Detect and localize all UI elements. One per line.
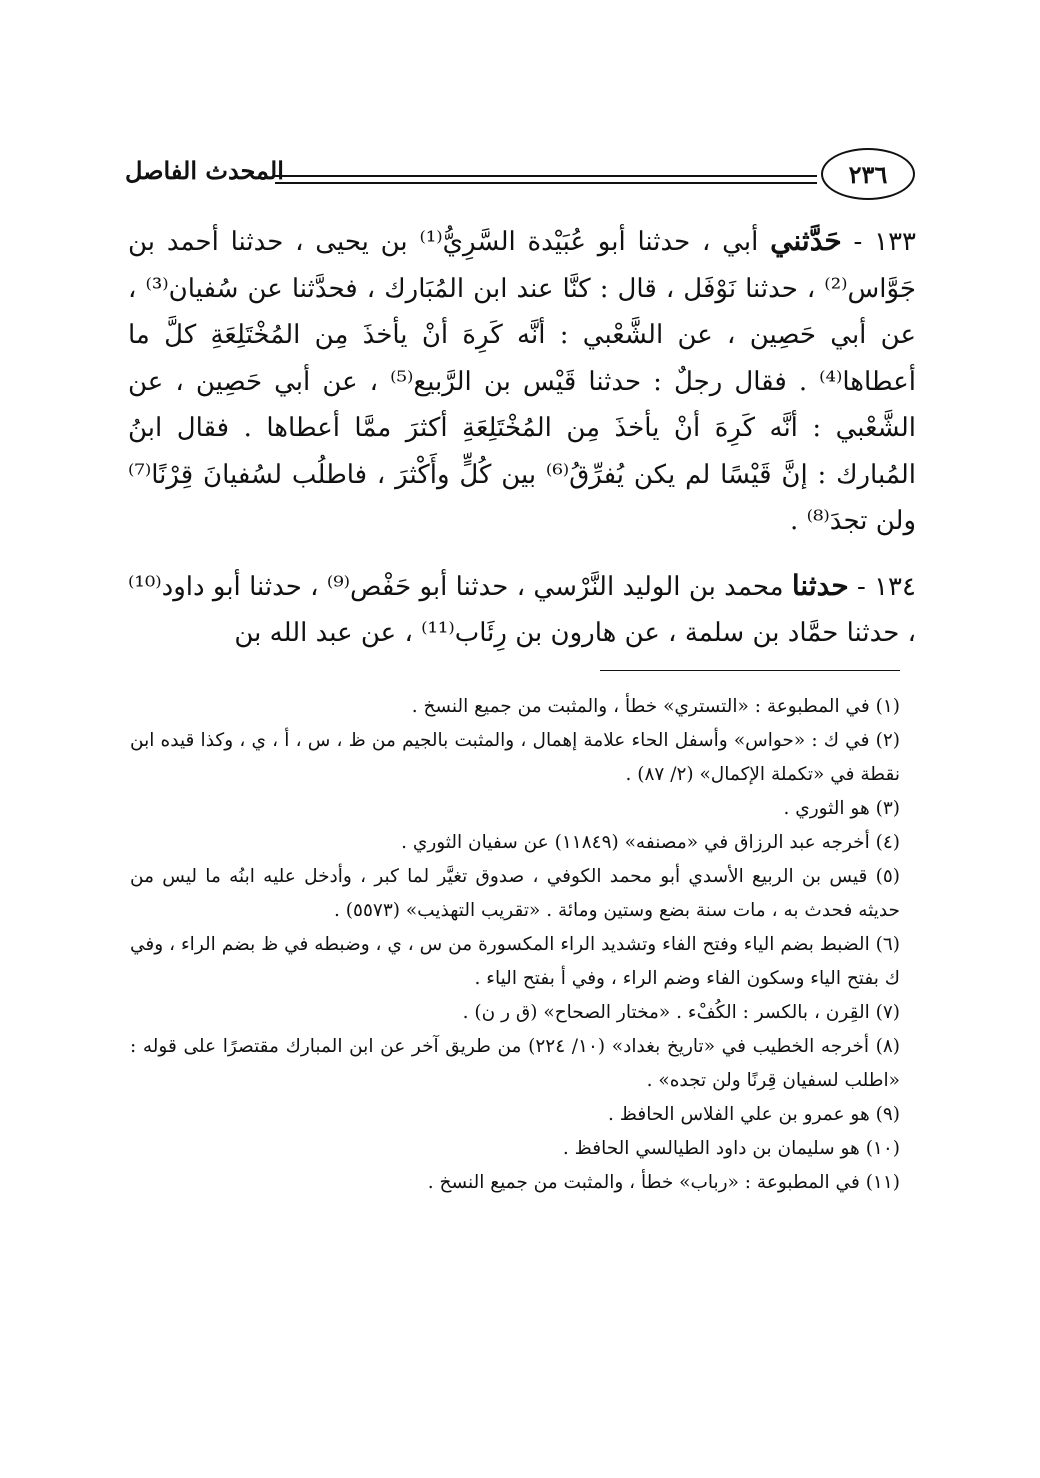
footnote-text: في المطبوعة : «التستري» خطأ ، والمثبت من جميع النسخ . bbox=[411, 696, 876, 717]
footnote-label: (٤) bbox=[875, 832, 900, 853]
footnote-label: (٧) bbox=[875, 1002, 900, 1023]
hadith-dash: - bbox=[848, 571, 875, 602]
footnote-text: في ك : «حواس» وأسفل الحاء علامة إهمال ، والمثبت بالجيم من ظ ، س ، أ ، ي ، وكذا قيده ابن نقطة في «تكملة الإكمال» (٢/ ٨٧) . bbox=[130, 730, 900, 785]
hadith-text: محمد بن الوليد النَّرْسي ، حدثنا أبو حَفْص⁽⁹⁾ ، حدثنا أبو داود⁽¹⁰⁾ ، حدثنا حمَّاد بن سلمة ، عن هارون بن رِئَاب⁽¹¹⁾ ، عن عبد الله بن bbox=[128, 571, 916, 648]
main-text bbox=[128, 218, 916, 675]
footnote-separator bbox=[600, 670, 900, 671]
footnote-label: (٥) bbox=[875, 866, 900, 887]
footnote-7 bbox=[130, 996, 900, 1030]
hadith-dash: - bbox=[841, 227, 875, 257]
footnote-text: الضبط بضم الياء وفتح الفاء وتشديد الراء المكسورة من س ، ي ، وضبطه في ظ بضم الراء ، وفي ك بفتح الياء وسكون الفاء وضم الراء ، وفي أ بفتح الياء . bbox=[130, 934, 900, 989]
header-rule-lower bbox=[275, 182, 817, 184]
footnote-2 bbox=[130, 724, 900, 792]
footnote-9 bbox=[130, 1098, 900, 1132]
page-header bbox=[125, 148, 915, 208]
book-title: المحدث الفاصل bbox=[125, 156, 284, 185]
footnote-5 bbox=[130, 860, 900, 928]
hadith-text: أبي ، حدثنا أبو عُبَيْدة السَّرِيُّ⁽¹⁾ بن يحيى ، حدثنا أحمد بن جَوَّاس⁽²⁾ ، حدثنا نَوْفَل ، قال : كنَّا عند ابن المُبَارك ، فحدَّثنا عن سُفيان⁽³⁾ ، عن أبي حَصِين ، عن الشَّعْبي : أنَّه كَرِهَ أنْ يأخذَ مِن المُخْتَلِعَةِ كلَّ ما أعطاها⁽⁴⁾ . فقال رجلٌ : حدثنا قَيْس بن الرَّبيع⁽⁵⁾ ، عن أبي حَصِين ، عن الشَّعْبي : أنَّه كَرِهَ أنْ يأخذَ مِن المُخْتَلِعَةِ أكثرَ ممَّا أعطاها . فقال ابنُ المُبارك : إنَّ قَيْسًا لم يكن يُفرِّقُ⁽⁶⁾ بين كُلٍّ وأَكْثرَ ، فاطلُب لسُفيانَ قِرْنًا⁽⁷⁾ ولن تجدَ⁽⁸⁾ . bbox=[128, 227, 917, 536]
footnote-text: القِرن ، بالكسر : الكُفْء . «مختار الصحاح» (ق ر ن) . bbox=[462, 1002, 876, 1023]
footnote-label: (٦) bbox=[875, 934, 900, 955]
footnote-text: أخرجه الخطيب في «تاريخ بغداد» (١٠/ ٢٢٤) من طريق آخر عن ابن المبارك مقتصرًا على قوله : «اطلب لسفيان قِرنًا ولن تجده» . bbox=[130, 1036, 900, 1091]
hadith-number: ١٣٤ bbox=[874, 571, 916, 602]
footnote-label: (١٠) bbox=[865, 1138, 900, 1159]
footnote-text: هو الثوري . bbox=[783, 798, 876, 819]
hadith-opening: حدثنا bbox=[791, 568, 849, 602]
footnote-text: في المطبوعة : «رباب» خطأ ، والمثبت من جميع النسخ . bbox=[427, 1172, 866, 1193]
footnotes bbox=[130, 690, 900, 1200]
footnote-label: (٨) bbox=[875, 1036, 901, 1057]
footnote-6 bbox=[130, 928, 900, 996]
footnote-8 bbox=[130, 1030, 900, 1098]
hadith-number: ١٣٣ bbox=[874, 227, 917, 257]
header-rule-upper bbox=[275, 175, 817, 177]
hadith-opening: حَدَّثني bbox=[770, 224, 842, 257]
footnote-text: هو عمرو بن علي الفلاس الحافظ . bbox=[608, 1104, 876, 1125]
footnote-11 bbox=[130, 1166, 900, 1200]
footnote-1 bbox=[130, 690, 900, 724]
footnote-text: هو سليمان بن داود الطيالسي الحافظ . bbox=[562, 1138, 866, 1159]
hadith-paragraph-134 bbox=[128, 563, 916, 657]
footnote-label: (٢) bbox=[875, 730, 900, 751]
footnote-label: (١) bbox=[875, 696, 900, 717]
page-number-text: ٢٣٦ bbox=[848, 159, 888, 189]
footnote-label: (١١) bbox=[865, 1172, 900, 1193]
footnote-label: (٩) bbox=[875, 1104, 900, 1125]
footnote-text: أخرجه عبد الرزاق في «مصنفه» (١١٨٤٩) عن سفيان الثوري . bbox=[401, 832, 876, 853]
page-number bbox=[821, 148, 915, 200]
footnote-label: (٣) bbox=[875, 798, 900, 819]
footnote-4 bbox=[130, 826, 900, 860]
hadith-paragraph-133 bbox=[128, 218, 916, 545]
footnote-text: قيس بن الربيع الأسدي أبو محمد الكوفي ، صدوق تغيَّر لما كبر ، وأدخل عليه ابنُه ما ليس من حديثه فحدث به ، مات سنة بضع وستين ومائة . «تقريب التهذيب» (٥٥٧٣) . bbox=[130, 866, 900, 921]
footnote-10 bbox=[130, 1132, 900, 1166]
footnote-3 bbox=[130, 792, 900, 826]
